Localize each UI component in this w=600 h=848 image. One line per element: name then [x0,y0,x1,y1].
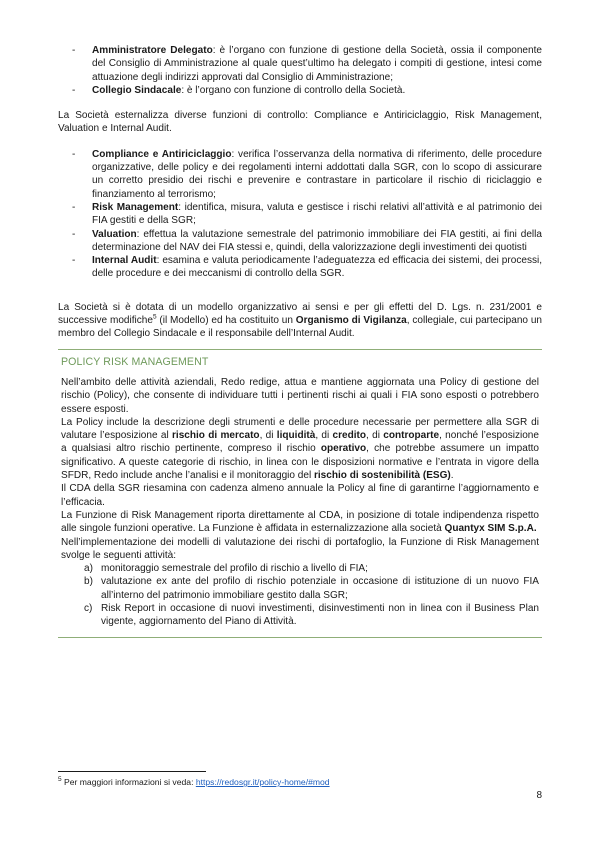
footnote-separator [58,771,206,772]
policy-paragraph: La Policy include la descrizione degli strumenti e delle procedure necessarie per permettere alla SGR di valutare l’esposizione al rischio di mercato, di liquidità, di credito, di controparte, nonché l’esposizione a qualsiasi altro rischio pertinente, compreso il rischio operativo, che potrebbe assumere un impatto significativo. A queste categorie di rischio, in linea con le disposizioni normative e l’entrata in vigore della SFDR, Redo include anche l’analisi e il monitoraggio del rischio di sostenibilità (ESG). [61,416,539,482]
list-item: - Internal Audit: esamina e valuta periodicamente l’adeguatezza ed efficacia dei sistemi, dei processi, delle procedure e dei meccanismi di controllo della SGR. [58,254,542,281]
list-item: - Valuation: effettua la valutazione semestrale del patrimonio immobiliare dei FIA gestiti, ai fini della determinazione del NAV dei FIA stessi e, quindi, della valorizzazione degli investimenti dei quotisti [58,228,542,255]
list-item: c) Risk Report in occasione di nuovi investimenti, disinvestimenti non in linea con il Business Plan vigente, aggiornamento del Piano di Attività. [84,602,539,628]
section-divider-bottom [58,637,542,638]
policy-paragraph: La Funzione di Risk Management riporta direttamente al CDA, in posizione di totale indipendenza rispetto alle singole funzioni operative. La Funzione è affidata in esternalizzazione alla società Quantyx SIM S.p.A. [61,509,539,535]
page-content [58,44,542,638]
section-divider-top [58,349,542,350]
section-title: POLICY RISK MANAGEMENT [61,355,209,368]
footnote-link[interactable]: https://redosgr.it/policy-home/#mod [195,777,330,787]
policy-paragraph: Il CDA della SGR riesamina con cadenza almeno annuale la Policy al fine di garantirne l’aggiornamento e l’efficacia. [61,483,539,508]
page-number: 8 [536,790,542,801]
list-item: - Risk Management: identifica, misura, valuta e gestisce i rischi relativi all’attività e al patrimonio dei FIA gestiti e della SGR; [58,201,542,228]
list-item: - Collegio Sindacale: è l’organo con funzione di controllo della Società. [58,84,542,97]
list-item: - Compliance e Antiriciclaggio: verifica l’osservanza della normativa di riferimento, delle procedure organizzative, delle policy e dei regolamenti interni addottati dalla SGR, con lo scopo di assicurare un corretto presidio dei rischi e prevenire e contrastare in particolare il rischio di riciclaggio e finanziamento al terrorismo; [58,148,542,201]
list-item: b) valutazione ex ante del profilo di rischio potenziale in occasione di istituzione di un nuovo FIA all’interno del patrimonio immobiliare gestito dalla SGR; [84,576,539,601]
footnote-ref[interactable]: 5 [152,313,157,321]
footnote: $^5$ Per maggiori informazioni si veda: https://redosgr.it/policy-home/#mod [58,776,330,787]
policy-paragraph: Nell’implementazione dei modelli di valutazione dei rischi di portafoglio, la Funzione di Risk Management svolge le seguenti attività: [61,536,539,561]
controls-list [58,148,542,281]
list-item: a) monitoraggio semestrale del profilo di rischio a livello di FIA; [84,563,368,575]
controls-intro: La Società esternalizza diverse funzioni di controllo: Compliance e Antiriciclaggio, Risk Management, Valuation e Internal Audit. [58,110,542,135]
policy-section [58,376,542,629]
policy-paragraph: Nell’ambito delle attività aziendali, Redo redige, attua e mantiene aggiornata una Policy di gestione del rischio (Policy), che consente di individuare tutti i pertinenti rischi ai quali i FIA sono esposti o potrebbero essere esposti. [61,376,539,415]
model-paragraph: La Società si è dotata di un modello organizzativo ai sensi e per gli effetti del D. Lgs. n. 231/2001 e successive modifiche$^5$ (il Modello) ed ha costituito un Organismo di Vigilanza, collegiale, cui partecipano un membro del Collegio Sindacale e il responsabile dell’Internal Audit. [58,301,542,340]
list-item: - Amministratore Delegato: è l’organo con funzione di gestione della Società, ossia il componente del Consiglio di Amministrazione al quale quest’ultimo ha delegato i compiti di gestione, intesi come attuazione degli indirizzi approvati dal Consiglio di Amministrazione; [58,44,542,84]
activities-list [61,562,539,628]
governance-list [58,44,542,97]
